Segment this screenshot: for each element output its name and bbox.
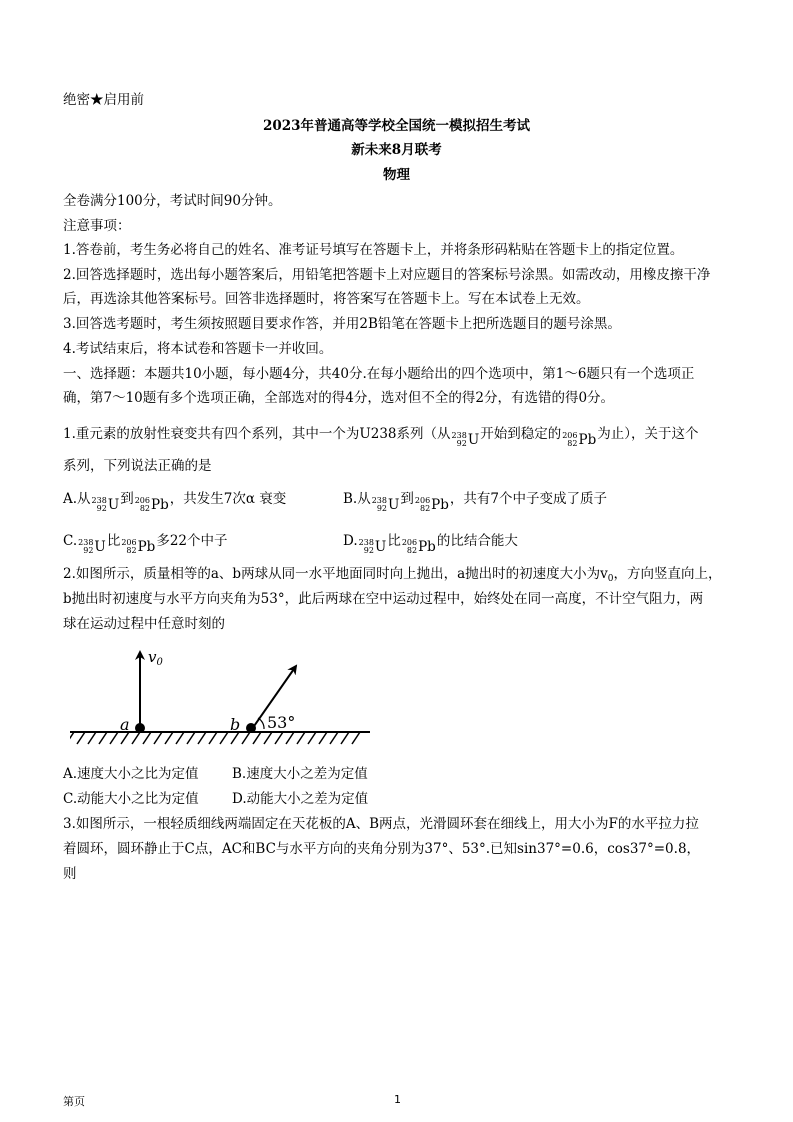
nuclide-u: 238 92 U <box>451 431 480 448</box>
section1-line1: 一、选择题：本题共10小题，每小题4分，共40分.在每小题给出的四个选项中，第1～6题只有一个选项正 <box>63 366 695 382</box>
hatch-mark <box>286 732 294 744</box>
q1-stem-line2: 系列，下列说法正确的是 <box>63 458 212 474</box>
ground-hatch <box>70 732 360 744</box>
hatch-mark <box>88 732 96 744</box>
hatch-mark <box>70 732 74 744</box>
nuclide-pb: 206 82 Pb <box>562 431 597 448</box>
q2-figure <box>70 640 370 752</box>
exam-subject: 物理 <box>383 167 410 183</box>
hatch-mark <box>110 732 118 744</box>
hatch-mark <box>220 732 228 744</box>
nuclide-pb: 206 82 Pb <box>121 538 156 555</box>
ball-b <box>246 723 256 733</box>
note-2a: 2.回答选择题时，选出每小题答案后，用铅笔把答题卡上对应题目的答案标号涂黑。如需改动，用橡皮擦干净 <box>63 267 711 283</box>
hatch-mark <box>308 732 316 744</box>
q2-option-c: C.动能大小之比为定值 <box>63 791 199 807</box>
q1-option-d: D. 238 92 U 比 206 82 Pb 的比结合能大 <box>343 533 518 555</box>
notes-title: 注意事项： <box>63 218 131 234</box>
score-time: 全卷满分100分，考试时间90分钟。 <box>63 193 282 209</box>
footer-label: 第页 <box>63 1095 85 1108</box>
secret-label: 绝密★启用前 <box>63 92 144 108</box>
hatch-mark <box>275 732 283 744</box>
hatch-mark <box>143 732 151 744</box>
nuclide-u: 238 92 U <box>78 538 106 555</box>
page-number: 1 <box>394 1093 401 1106</box>
hatch-mark <box>253 732 261 744</box>
hatch-mark <box>297 732 305 744</box>
q2-option-b: B.速度大小之差为定值 <box>232 766 368 782</box>
q3-stem-line1: 3.如图所示，一根轻质细线两端固定在天花板的A、B两点，光滑圆环套在细线上，用大小为F的水平拉力拉 <box>63 816 699 832</box>
nuclide-u: 238 92 U <box>358 538 387 555</box>
q3-stem-line2: 着圆环，圆环静止于C点，AC和BC与水平方向的夹角分别为37°、53°.已知sin37°=0.6，cos37°=0.8， <box>63 841 701 857</box>
hatch-mark <box>352 732 360 744</box>
hatch-mark <box>176 732 184 744</box>
ball-a <box>135 723 145 733</box>
nuclide-pb: 206 82 Pb <box>134 496 169 513</box>
hatch-mark <box>77 732 85 744</box>
hatch-mark <box>209 732 217 744</box>
hatch-mark <box>198 732 206 744</box>
q2-stem-line3: 球在运动过程中任意时刻的 <box>63 616 225 632</box>
q2-option-a: A.速度大小之比为定值 <box>63 766 199 782</box>
note-1: 1.答卷前，考生务必将自己的姓名、准考证号填写在答题卡上，并将条形码粘贴在答题卡上的指定位置。 <box>63 242 684 258</box>
q2-option-d: D.动能大小之差为定值 <box>232 791 369 807</box>
hatch-mark <box>154 732 162 744</box>
hatch-mark <box>132 732 140 744</box>
hatch-mark <box>264 732 272 744</box>
q1-option-a: A.从 238 92 U 到 206 82 Pb ，共发生7次α 衰变 <box>63 491 287 513</box>
q1-stem-line1: 1.重元素的放射性衰变共有四个系列，其中一个为U238系列（从 238 92 U 开始到稳定的 206 82 Pb 为止），关于这个 <box>63 426 699 448</box>
hatch-mark <box>341 732 349 744</box>
exam-subtitle: 新未来8月联考 <box>351 142 442 158</box>
section1-line2: 确，第7～10题有多个选项正确，全部选对的得4分，选对但不全的得2分，有选错的得0分。 <box>63 390 615 406</box>
hatch-mark <box>165 732 173 744</box>
q2-stem-line1: 2.如图所示，质量相等的a、b两球从同一水平地面同时向上抛出，a抛出时的初速度大小为$v_0$，方向竖直向上， <box>63 566 722 584</box>
q1-option-c: C. 238 92 U 比 206 82 Pb 多22个中子 <box>63 533 228 555</box>
velocity-a-label: $v_0$ <box>148 648 163 668</box>
hatch-mark <box>242 732 250 744</box>
q3-stem-line3: 则 <box>63 866 77 882</box>
hatch-mark <box>99 732 107 744</box>
ball-a-label: a <box>120 715 130 734</box>
note-2b: 后，再选涂其他答案标号。回答非选择题时，将答案写在答题卡上。写在本试卷上无效。 <box>63 291 590 307</box>
ball-b-label: b <box>230 715 241 734</box>
hatch-mark <box>187 732 195 744</box>
q2-stem-line2: b抛出时初速度与水平方向夹角为53°，此后两球在空中运动过程中，始终处在同一高度，不计空气阻力，两 <box>63 591 704 607</box>
exam-title: 2023年普通高等学校全国统一模拟招生考试 <box>262 118 531 134</box>
hatch-mark <box>330 732 338 744</box>
note-3: 3.回答选考题时，考生须按照题目要求作答，并用2B铅笔在答题卡上把所选题目的题号涂黑。 <box>63 316 621 332</box>
note-4: 4.考试结束后，将本试卷和答题卡一并收回。 <box>63 341 333 357</box>
nuclide-u: 238 92 U <box>91 496 120 513</box>
angle-label: 53° <box>267 713 296 732</box>
nuclide-u: 238 92 U <box>371 496 400 513</box>
nuclide-pb: 206 82 Pb <box>414 496 449 513</box>
nuclide-pb: 206 82 Pb <box>401 538 436 555</box>
hatch-mark <box>319 732 327 744</box>
q1-option-b: B.从 238 92 U 到 206 82 Pb ，共有7个中子变成了质子 <box>343 491 607 513</box>
